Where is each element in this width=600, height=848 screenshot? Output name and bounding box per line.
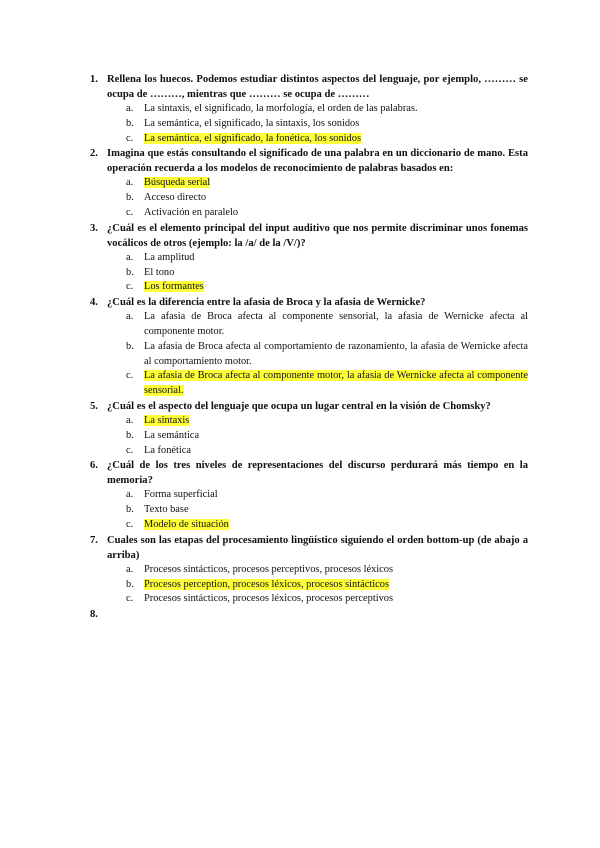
option-letter: c. <box>126 132 134 144</box>
answer-option <box>126 444 528 459</box>
question-text: ¿Cuál es el aspecto del lenguaje que ocupa un lugar central en la visión de Chomsky? <box>107 400 491 412</box>
answer-option <box>126 206 528 221</box>
option-letter: a. <box>126 563 134 575</box>
highlighted-answer-text: Búsqueda serial <box>144 177 211 189</box>
question-5 <box>90 399 528 458</box>
question-text: Imagina que estás consultando el significado de una palabra en un diccionario de mano. Esta operación recuerda a los modelos de reconocimiento de palabras basados en: <box>107 148 528 175</box>
option-text: Activación en paralelo <box>144 206 239 218</box>
question-heading <box>90 146 528 176</box>
option-letter: c. <box>126 370 134 382</box>
question-8 <box>90 607 528 622</box>
option-list <box>90 102 528 146</box>
option-text-wrap <box>144 414 528 429</box>
option-letter: b. <box>126 578 134 590</box>
answer-option <box>126 310 528 340</box>
option-text-wrap <box>144 102 528 117</box>
answer-option <box>126 429 528 444</box>
answer-option <box>126 563 528 578</box>
option-list <box>90 488 528 532</box>
option-text-wrap <box>144 266 528 281</box>
question-number: 3. <box>90 222 98 234</box>
option-text-wrap <box>144 518 528 533</box>
option-text-wrap <box>144 310 528 340</box>
question-2 <box>90 146 528 220</box>
answer-option <box>126 592 528 607</box>
answer-option <box>126 369 528 399</box>
question-6 <box>90 458 528 532</box>
highlighted-answer-text: La semántica, el significado, la fonética, los sonidos <box>144 132 361 144</box>
option-text: Forma superficial <box>144 489 218 501</box>
answer-option <box>126 280 528 295</box>
option-letter: b. <box>126 192 134 204</box>
option-list <box>90 414 528 458</box>
option-letter: b. <box>126 117 134 129</box>
option-text: Procesos sintácticos, procesos léxicos, procesos perceptivos <box>144 593 394 605</box>
question-text: ¿Cuál es el elemento principal del input auditivo que nos permite discriminar unos fonemas vocálicos de otros (ejemplo: la /a/ de la /V/)? <box>107 222 528 249</box>
highlighted-answer-text: Modelo de situación <box>144 518 229 530</box>
option-text-wrap <box>144 592 528 607</box>
option-text-wrap <box>144 578 528 593</box>
question-number: 2. <box>90 148 98 160</box>
answer-option <box>126 251 528 266</box>
option-letter: a. <box>126 311 134 323</box>
option-letter: b. <box>126 429 134 441</box>
answer-option <box>126 340 528 370</box>
option-letter: a. <box>126 103 134 114</box>
option-text-wrap <box>144 191 528 206</box>
option-letter: a. <box>126 489 134 501</box>
option-text-wrap <box>144 176 528 191</box>
answer-option <box>126 132 528 147</box>
question-number: 7. <box>90 534 98 546</box>
option-list <box>90 310 528 399</box>
question-number: 1. <box>90 74 98 85</box>
option-text-wrap <box>144 563 528 578</box>
question-7 <box>90 533 528 607</box>
question-number: 8. <box>90 609 98 621</box>
option-list <box>90 176 528 220</box>
answer-option <box>126 488 528 503</box>
option-letter: c. <box>126 281 134 293</box>
highlighted-answer-text: La sintaxis <box>144 414 190 426</box>
question-number: 5. <box>90 400 98 412</box>
highlighted-answer-text: Los formantes <box>144 281 204 293</box>
option-text: La sintaxis, el significado, la morfología, el orden de las palabras. <box>144 103 418 114</box>
highlighted-answer-text: La afasia de Broca afecta al componente motor, la afasia de Wernicke afecta al componente sensorial. <box>144 370 528 397</box>
option-text-wrap <box>144 444 528 459</box>
question-number: 6. <box>90 460 98 472</box>
question-text: Cuales son las etapas del procesamiento lingüístico siguiendo el orden bottom-up (de abajo a arriba) <box>107 534 528 561</box>
option-text-wrap <box>144 117 528 132</box>
option-letter: c. <box>126 444 134 456</box>
answer-option <box>126 102 528 117</box>
option-list <box>90 563 528 607</box>
question-heading <box>90 607 528 622</box>
option-text: El tono <box>144 266 175 278</box>
option-text-wrap <box>144 206 528 221</box>
option-text: La afasia de Broca afecta al componente sensorial, la afasia de Wernicke afecta al componente motor. <box>144 311 528 337</box>
option-text: La afasia de Broca afecta al comportamiento de razonamiento, la afasia de Wernicke afecta al comportamiento motor. <box>144 340 528 367</box>
question-4 <box>90 295 528 399</box>
option-text: La semántica <box>144 429 200 441</box>
option-text-wrap <box>144 132 528 147</box>
highlighted-answer-text: Procesos perception, procesos léxicos, procesos sintácticos <box>144 578 389 590</box>
option-letter: c. <box>126 518 134 530</box>
option-letter: a. <box>126 251 134 263</box>
option-text-wrap <box>144 340 528 370</box>
question-3 <box>90 221 528 295</box>
option-text-wrap <box>144 251 528 266</box>
option-text: Acceso directo <box>144 192 207 204</box>
option-text-wrap <box>144 280 528 295</box>
option-text-wrap <box>144 488 528 503</box>
option-text: Texto base <box>144 504 189 516</box>
question-text: Rellena los huecos. Podemos estudiar distintos aspectos del lenguaje, por ejemplo, ……… se ocupa de ………, mientras que ……… se ocupa de ……… <box>107 74 528 100</box>
option-text: La semántica, el significado, la sintaxis, los sonidos <box>144 117 360 129</box>
option-text: La amplitud <box>144 251 195 263</box>
answer-option <box>126 266 528 281</box>
option-text: La fonética <box>144 444 192 456</box>
question-heading <box>90 295 528 310</box>
answer-option <box>126 191 528 206</box>
question-text: ¿Cuál de los tres niveles de representaciones del discurso perdurará más tiempo en la memoria? <box>107 460 528 487</box>
option-letter: c. <box>126 206 134 218</box>
question-heading <box>90 399 528 414</box>
answer-option <box>126 578 528 593</box>
option-text: Procesos sintácticos, procesos perceptivos, procesos léxicos <box>144 563 394 575</box>
option-text-wrap <box>144 429 528 444</box>
question-number: 4. <box>90 297 98 309</box>
answer-option <box>126 176 528 191</box>
answer-option <box>126 503 528 518</box>
answer-option <box>126 518 528 533</box>
question-heading <box>90 533 528 563</box>
question-text: ¿Cuál es la diferencia entre la afasia de Broca y la afasia de Wernicke? <box>107 297 426 309</box>
option-text-wrap <box>144 369 528 399</box>
option-list <box>90 251 528 295</box>
option-letter: b. <box>126 504 134 516</box>
question-1 <box>90 72 528 146</box>
option-letter: b. <box>126 340 134 352</box>
question-heading <box>90 458 528 488</box>
answer-option <box>126 414 528 429</box>
option-letter: b. <box>126 266 134 278</box>
answer-option <box>126 117 528 132</box>
question-list <box>90 72 528 622</box>
option-letter: c. <box>126 593 134 605</box>
option-letter: a. <box>126 177 134 189</box>
option-text-wrap <box>144 503 528 518</box>
question-heading <box>90 72 528 102</box>
question-heading <box>90 221 528 251</box>
option-letter: a. <box>126 414 134 426</box>
